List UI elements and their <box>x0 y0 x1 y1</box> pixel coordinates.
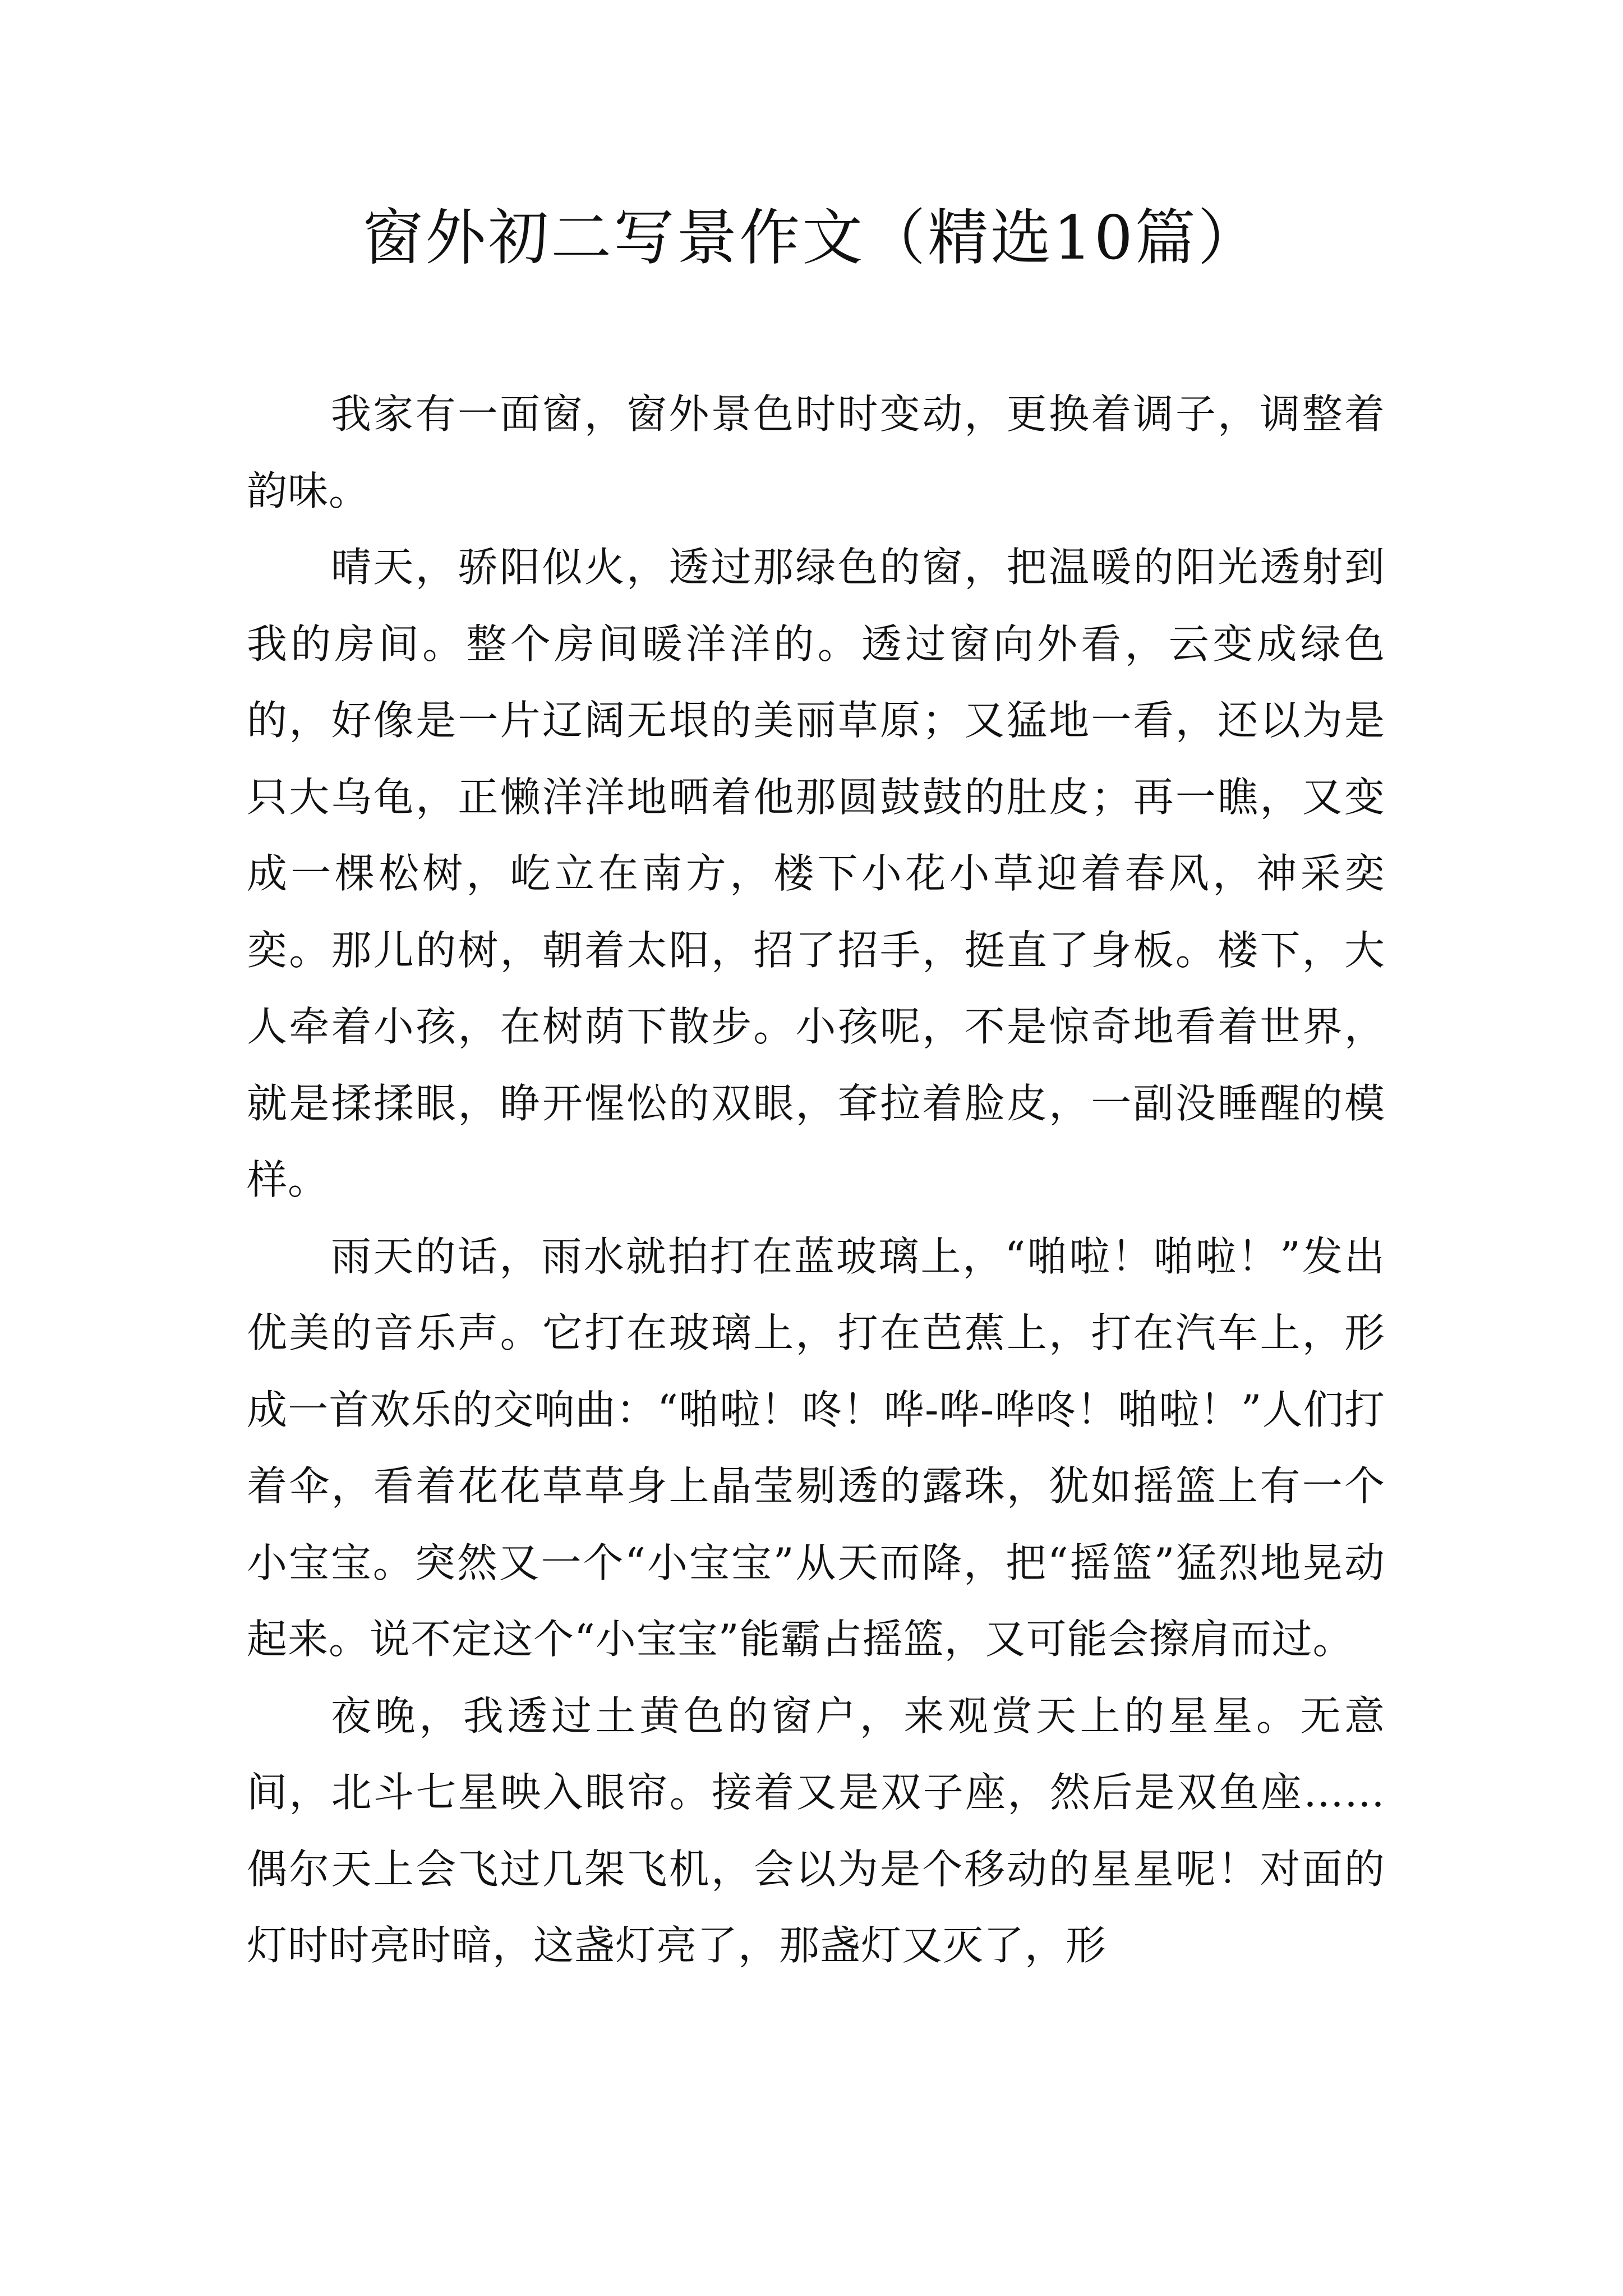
paragraph-sunny-day: 晴天，骄阳似火，透过那绿色的窗，把温暖的阳光透射到我的房间。整个房间暖洋洋的。透过窗向外看，云变成绿色的，好像是一片辽阔无垠的美丽草原；又猛地一看，还以为是只大乌龟，正懒洋洋地晒着他那圆鼓鼓的肚皮；再一瞧，又变成一棵松树，屹立在南方，楼下小花小草迎着春风，神采奕奕。那儿的树，朝着太阳，招了招手，挺直了身板。楼下，大人牵着小孩，在树荫下散步。小孩呢，不是惊奇地看着世界，就是揉揉眼，睁开惺忪的双眼，耷拉着脸皮，一副没睡醒的模样。 <box>247 544 1385 1203</box>
paragraph-rainy-day: 雨天的话，雨水就拍打在蓝玻璃上，“啪啦！啪啦！”发出优美的音乐声。它打在玻璃上，打在芭蕉上，打在汽车上，形成一首欢乐的交响曲：“啪啦！咚！哗-哗-哗咚！啪啦！”人们打着伞，看着花花草草身上晶莹剔透的露珠，犹如摇篮上有一个小宝宝。突然又一个“小宝宝”从天而降，把“摇篮”猛烈地晃动起来。说不定这个“小宝宝”能霸占摇篮，又可能会擦肩而过。 <box>247 1232 1385 1663</box>
document-title: 窗外初二写景作文（精选10篇） <box>362 203 1261 273</box>
paragraph-night: 夜晚，我透过土黄色的窗户，来观赏天上的星星。无意间，北斗七星映入眼帘。接着又是双子座，然后是双鱼座……偶尔天上会飞过几架飞机，会以为是个移动的星星呢！对面的灯时时亮时暗，这盏灯亮了，那盏灯又灭了，形 <box>247 1692 1385 1969</box>
paragraph-intro: 我家有一面窗，窗外景色时时变动，更换着调子，调整着韵味。 <box>247 390 1385 514</box>
document-body <box>247 376 1385 1984</box>
